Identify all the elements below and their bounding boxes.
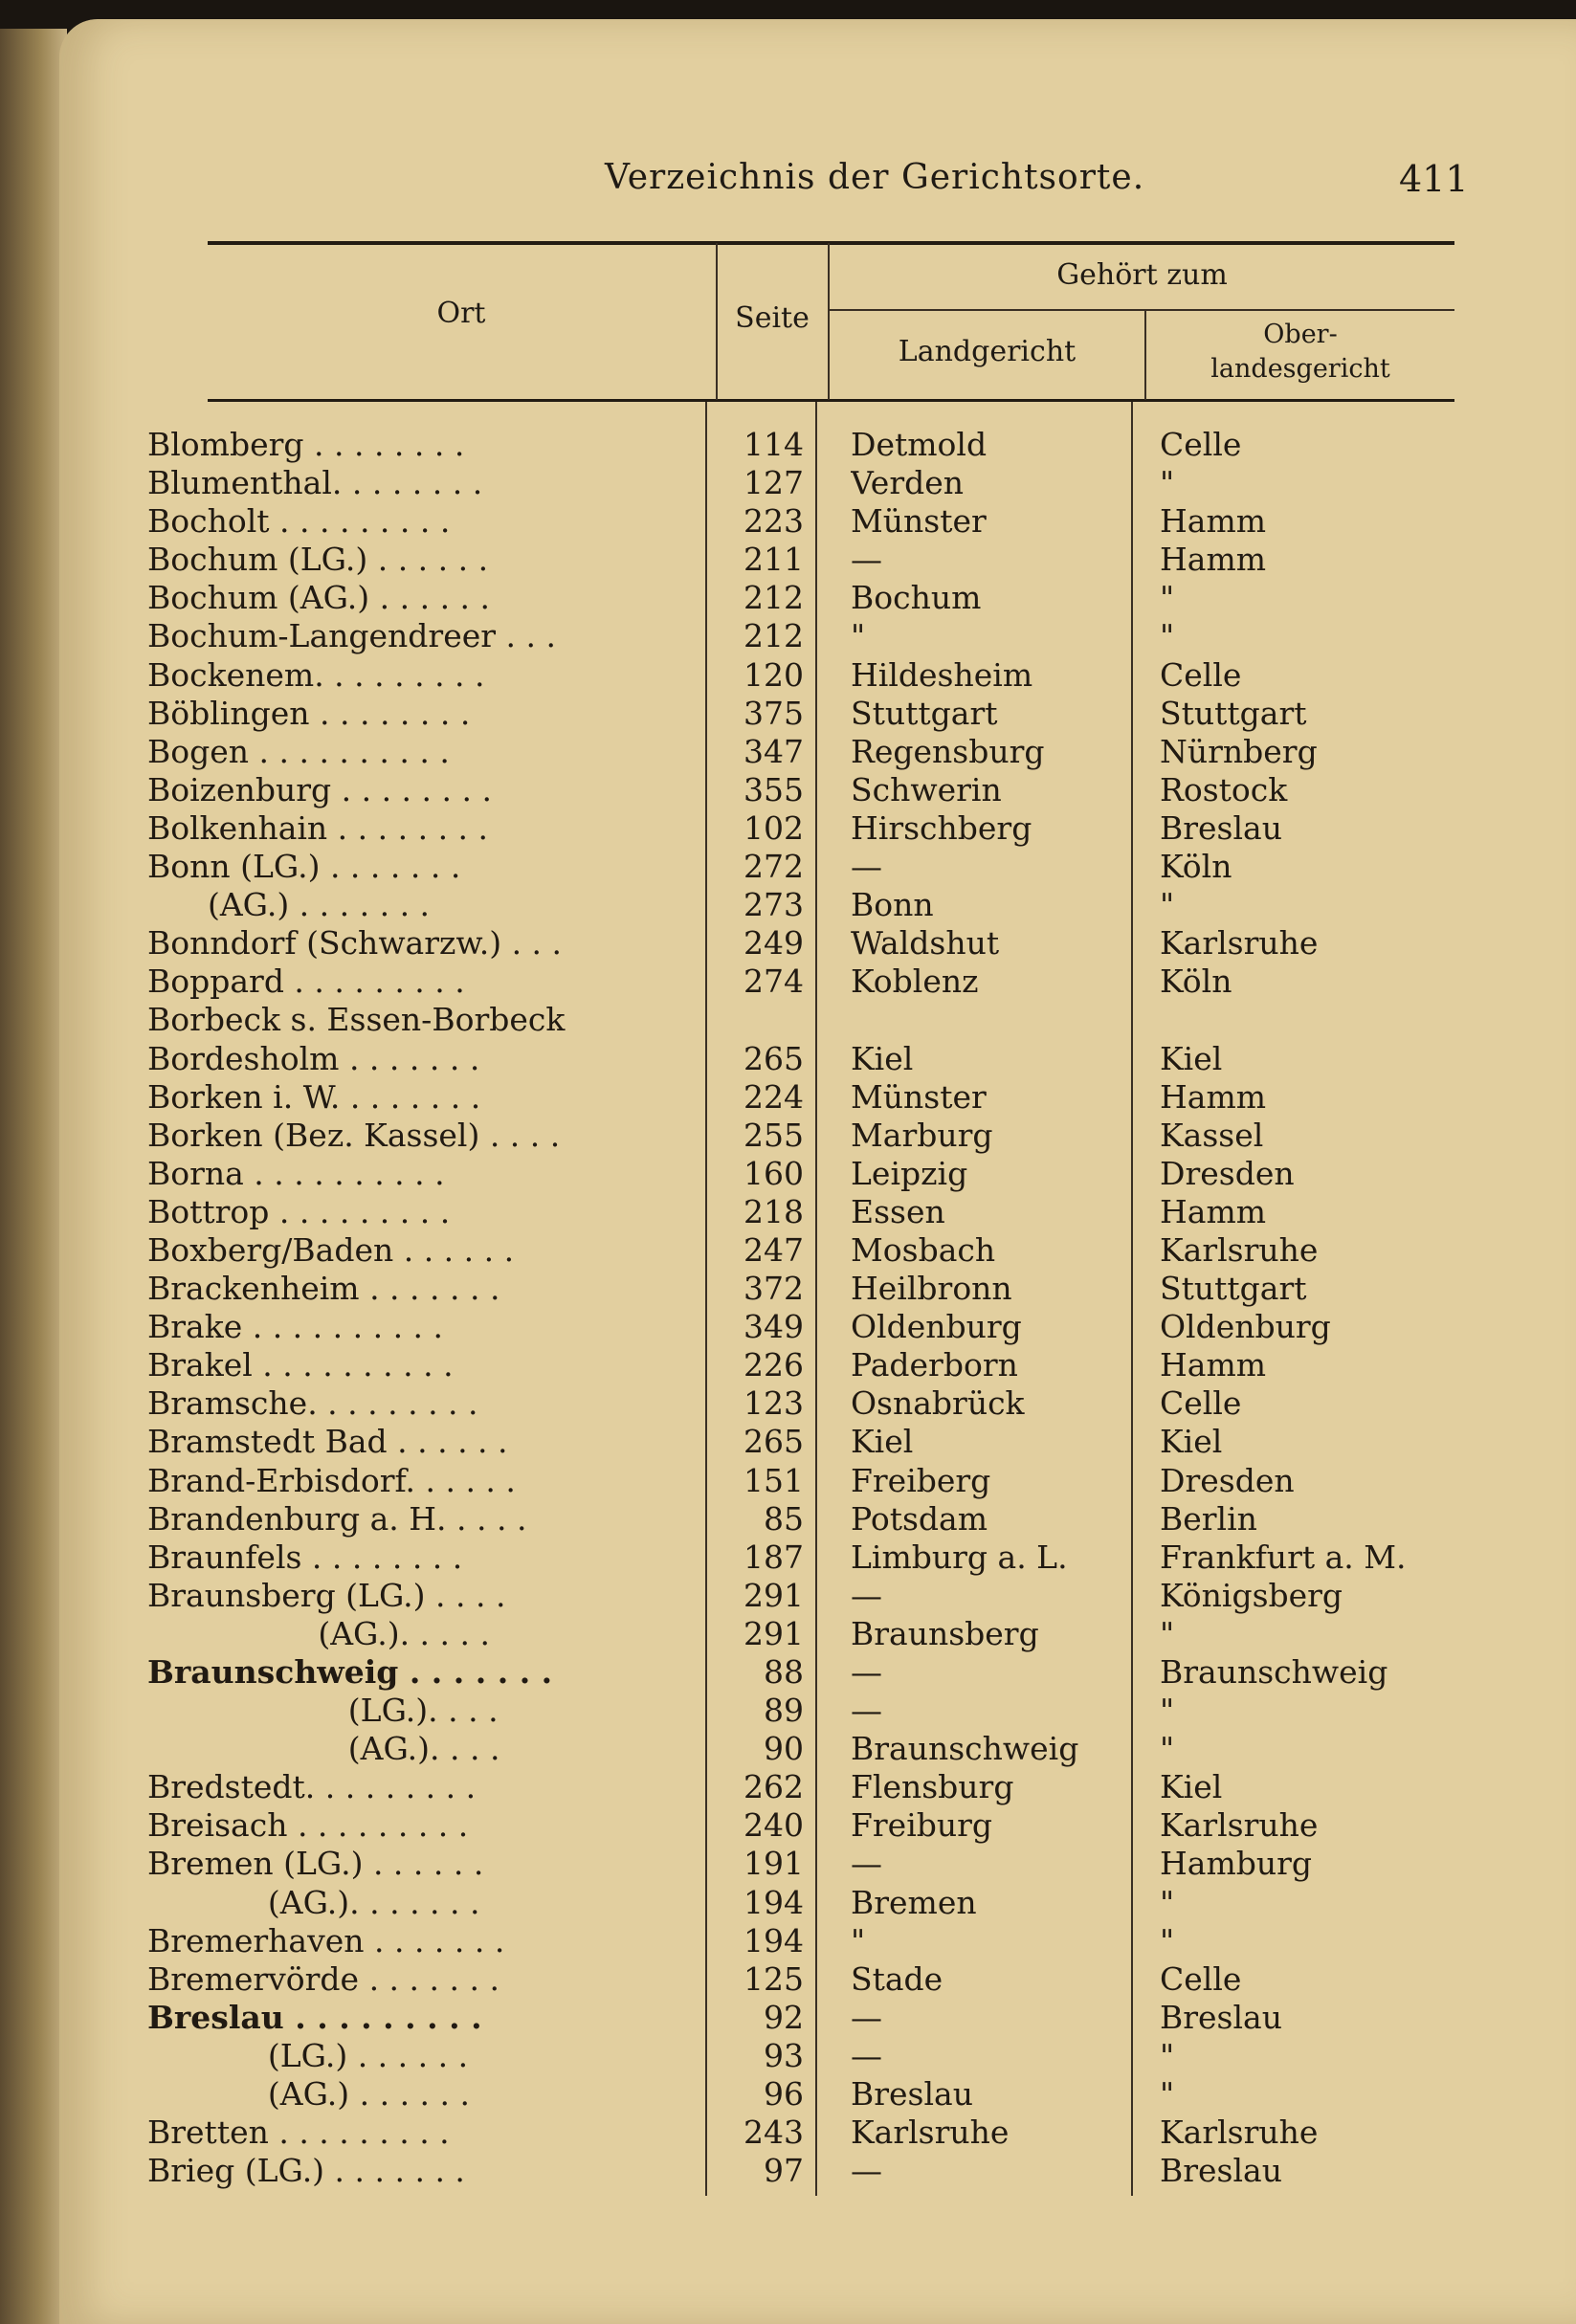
place-name-cell: Borna . . . . . . . . . . [147, 1154, 445, 1192]
page-ref-cell: 218 [744, 1192, 804, 1230]
place-name-cell: Borbeck s. Essen-Borbeck [147, 1001, 566, 1039]
table-row [59, 1270, 1576, 1308]
table-row [59, 1500, 1576, 1538]
landgericht-cell: Schwerin [851, 770, 1002, 808]
place-name-cell: Bramstedt Bad . . . . . . [147, 1423, 508, 1461]
landgericht-cell: Osnabrück [851, 1384, 1025, 1423]
table-row [59, 1308, 1576, 1346]
oberlandesgericht-cell: Kiel [1160, 1423, 1223, 1461]
table-row [59, 733, 1576, 771]
landgericht-cell: Verden [851, 464, 965, 502]
landgericht-cell: Stade [851, 1959, 943, 1998]
oberlandesgericht-cell: Kiel [1160, 1768, 1223, 1806]
place-name-cell: Bramsche. . . . . . . . . [147, 1384, 478, 1423]
landgericht-cell: — [851, 2036, 882, 2074]
place-name-cell: Bolkenhain . . . . . . . . [147, 808, 489, 847]
table-row [59, 1346, 1576, 1384]
place-name-cell: Bonn (LG.) . . . . . . . [147, 848, 461, 886]
place-name-cell: Braunschweig . . . . . . . [147, 1653, 553, 1691]
table-row [59, 1768, 1576, 1806]
oberlandesgericht-cell: " [1160, 1692, 1175, 1730]
table-row [59, 848, 1576, 886]
page-ref-cell: 90 [764, 1730, 804, 1768]
place-name-cell: Brandenburg a. H. . . . . [147, 1499, 527, 1538]
page-ref-cell: 240 [744, 1806, 804, 1845]
landgericht-cell: Koblenz [851, 963, 979, 1001]
page-ref-cell: 191 [744, 1845, 804, 1883]
page-ref-cell: 89 [764, 1692, 804, 1730]
table-row [59, 1155, 1576, 1193]
oberlandesgericht-cell: Celle [1160, 1384, 1242, 1423]
landgericht-cell: Kiel [851, 1423, 914, 1461]
place-name-cell: (AG.). . . . . . . [147, 1883, 480, 1921]
place-name-cell: Bremen (LG.) . . . . . . [147, 1845, 484, 1883]
table-row [59, 1193, 1576, 1231]
place-name-cell: Bretten . . . . . . . . . [147, 2114, 450, 2152]
page-ref-cell: 349 [744, 1308, 804, 1346]
place-name-cell: Brackenheim . . . . . . . [147, 1270, 500, 1308]
table-row [59, 426, 1576, 464]
oberlandesgericht-cell: Rostock [1160, 770, 1288, 808]
landgericht-cell: Heilbronn [851, 1270, 1012, 1308]
page-ref-cell: 92 [764, 1998, 804, 2036]
page-ref-cell: 372 [744, 1270, 804, 1308]
oberlandesgericht-cell: Berlin [1160, 1499, 1257, 1538]
table-row [59, 963, 1576, 1001]
landgericht-cell: Bonn [851, 886, 934, 924]
table-row [59, 924, 1576, 963]
oberlandesgericht-cell: Hamm [1160, 1192, 1267, 1230]
table-row [59, 1999, 1576, 2037]
oberlandesgericht-cell: Frankfurt a. M. [1160, 1538, 1407, 1576]
landgericht-cell: " [851, 617, 866, 655]
landgericht-cell: Freiberg [851, 1461, 991, 1499]
table-row [59, 617, 1576, 655]
place-name-cell: Braunfels . . . . . . . . [147, 1538, 463, 1576]
oberlandesgericht-cell: " [1160, 1921, 1175, 1959]
place-name-cell: (LG.). . . . [147, 1692, 499, 1730]
page-ref-cell: 273 [744, 886, 804, 924]
table-subheader-rule [828, 309, 1454, 311]
landgericht-cell: Waldshut [851, 924, 1000, 963]
page-ref-cell: 226 [744, 1346, 804, 1384]
running-header-title: Verzeichnis der Gerichtsorte. [605, 158, 1145, 197]
landgericht-cell: Oldenburg [851, 1308, 1022, 1346]
landgericht-cell: Freiburg [851, 1806, 993, 1845]
place-name-cell: Bocholt . . . . . . . . . [147, 502, 451, 541]
page-ref-cell: 272 [744, 848, 804, 886]
oberlandesgericht-cell: " [1160, 2036, 1175, 2074]
place-name-cell: (AG.). . . . . [147, 1614, 490, 1652]
table-row [59, 1692, 1576, 1730]
page-ref-cell: 88 [764, 1653, 804, 1691]
page-ref-cell: 194 [744, 1883, 804, 1921]
landgericht-cell: — [851, 1998, 882, 2036]
page-ref-cell: 255 [744, 1116, 804, 1154]
place-name-cell: Bochum (AG.) . . . . . . [147, 579, 491, 617]
table-row [59, 1845, 1576, 1883]
place-name-cell: Boppard . . . . . . . . . [147, 963, 465, 1001]
table-row [59, 1462, 1576, 1500]
landgericht-cell: Münster [851, 1077, 987, 1116]
table-row [59, 1040, 1576, 1078]
landgericht-cell: Stuttgart [851, 694, 998, 732]
oberlandesgericht-cell: Stuttgart [1160, 694, 1307, 732]
page-ref-cell: 375 [744, 694, 804, 732]
place-name-cell: Bremervörde . . . . . . . [147, 1959, 499, 1998]
table-row [59, 1117, 1576, 1155]
place-name-cell: Bonndorf (Schwarzw.) . . . [147, 924, 563, 963]
table-row [59, 1078, 1576, 1117]
place-name-cell: Borken i. W. . . . . . . . [147, 1077, 481, 1116]
place-name-cell: Breslau . . . . . . . . . [147, 1998, 482, 2036]
page-ref-cell: 194 [744, 1921, 804, 1959]
oberlandesgericht-cell: Hamm [1160, 1077, 1267, 1116]
oberlandesgericht-cell: Oldenburg [1160, 1308, 1331, 1346]
oberlandesgericht-cell: Celle [1160, 426, 1242, 463]
table-row [59, 1730, 1576, 1768]
table-row [59, 656, 1576, 695]
oberlandesgericht-cell: Karlsruhe [1160, 1230, 1319, 1269]
table-row [59, 2037, 1576, 2075]
page-ref-cell: 211 [744, 541, 804, 579]
oberlandesgericht-cell: " [1160, 1730, 1175, 1768]
landgericht-cell: — [851, 1653, 882, 1691]
oberlandesgericht-cell: Köln [1160, 963, 1232, 1001]
place-name-cell: Brake . . . . . . . . . . [147, 1308, 444, 1346]
place-name-cell: Blumenthal. . . . . . . . [147, 464, 483, 502]
page-ref-cell: 249 [744, 924, 804, 963]
table-row [59, 1384, 1576, 1423]
page-ref-cell: 265 [744, 1039, 804, 1077]
oberlandesgericht-cell: Breslau [1160, 1998, 1282, 2036]
oberlandesgericht-cell: " [1160, 886, 1175, 924]
column-header-landgericht: Landgericht [898, 335, 1077, 368]
page-ref-cell: 243 [744, 2114, 804, 2152]
page-ref-cell: 247 [744, 1230, 804, 1269]
table-row [59, 464, 1576, 502]
oberlandesgericht-cell: Karlsruhe [1160, 924, 1319, 963]
table-row [59, 2152, 1576, 2190]
place-name-cell: Breisach . . . . . . . . . [147, 1806, 469, 1845]
landgericht-cell: Münster [851, 502, 987, 541]
oberlandesgericht-cell: Nürnberg [1160, 732, 1318, 770]
table-row [59, 1423, 1576, 1461]
table-row [59, 541, 1576, 579]
table-row [59, 1231, 1576, 1270]
place-name-cell: Boxberg/Baden . . . . . . [147, 1230, 515, 1269]
oberlandesgericht-cell: " [1160, 1883, 1175, 1921]
landgericht-cell: — [851, 541, 882, 579]
table-row [59, 771, 1576, 809]
page-ref-cell: 96 [764, 2075, 804, 2114]
oberlandesgericht-cell: Köln [1160, 848, 1232, 886]
place-name-cell: (AG.) . . . . . . [147, 2075, 471, 2114]
oberlandesgericht-cell: Dresden [1160, 1154, 1295, 1192]
landgericht-cell: Kiel [851, 1039, 914, 1077]
oberlandesgericht-cell: Hamm [1160, 1346, 1267, 1384]
page-ref-cell: 93 [764, 2036, 804, 2074]
place-name-cell: Brieg (LG.) . . . . . . . [147, 2152, 465, 2190]
oberlandesgericht-cell: " [1160, 579, 1175, 617]
page-ref-cell: 114 [744, 426, 804, 463]
column-header-gehoert: Gehört zum [1056, 258, 1228, 292]
table-row [59, 2114, 1576, 2152]
oberlandesgericht-cell: Breslau [1160, 808, 1282, 847]
column-header-oberlandesgericht: Ober- landesgericht [1210, 320, 1390, 384]
landgericht-cell: — [851, 1576, 882, 1614]
landgericht-cell: Karlsruhe [851, 2114, 1010, 2152]
landgericht-cell: Detmold [851, 426, 988, 463]
table-row [59, 1577, 1576, 1615]
oberlandesgericht-cell: " [1160, 1614, 1175, 1652]
oberlandesgericht-cell: Celle [1160, 1959, 1242, 1998]
landgericht-cell: Bremen [851, 1883, 977, 1921]
page-ref-cell: 347 [744, 732, 804, 770]
oberlandesgericht-cell: Karlsruhe [1160, 2114, 1319, 2152]
place-name-cell: Bockenem. . . . . . . . . [147, 655, 485, 694]
place-name-cell: Blomberg . . . . . . . . [147, 426, 465, 463]
oberlandesgericht-cell: Kiel [1160, 1039, 1223, 1077]
oberlandesgericht-cell: Hamburg [1160, 1845, 1313, 1883]
page-ref-cell: 187 [744, 1538, 804, 1576]
page-ref-cell: 265 [744, 1423, 804, 1461]
landgericht-cell: Essen [851, 1192, 945, 1230]
place-name-cell: Böblingen . . . . . . . . [147, 694, 471, 732]
landgericht-cell: Braunsberg [851, 1614, 1039, 1652]
landgericht-cell: Hirschberg [851, 808, 1032, 847]
place-name-cell: Boizenburg . . . . . . . . [147, 770, 492, 808]
page-ref-cell: 223 [744, 502, 804, 541]
place-name-cell: Brand-Erbisdorf. . . . . . [147, 1461, 516, 1499]
table-row [59, 1653, 1576, 1692]
table-row [59, 2075, 1576, 2114]
page-ref-cell: 291 [744, 1614, 804, 1652]
page-ref-cell: 123 [744, 1384, 804, 1423]
landgericht-cell: " [851, 1921, 866, 1959]
oberlandesgericht-cell: Kassel [1160, 1116, 1264, 1154]
landgericht-cell: Leipzig [851, 1154, 968, 1192]
page-ref-cell: 212 [744, 617, 804, 655]
table-header-bottom-rule [208, 399, 1454, 402]
landgericht-cell: Limburg a. L. [851, 1538, 1068, 1576]
landgericht-cell: Flensburg [851, 1768, 1014, 1806]
place-name-cell: Braunsberg (LG.) . . . . [147, 1576, 506, 1614]
oberlandesgericht-cell: Stuttgart [1160, 1270, 1307, 1308]
oberlandesgericht-cell: Celle [1160, 655, 1242, 694]
place-name-cell: Bordesholm . . . . . . . [147, 1039, 480, 1077]
landgericht-cell: Potsdam [851, 1499, 988, 1538]
landgericht-cell: — [851, 848, 882, 886]
book-spine-shadow [0, 29, 67, 2324]
oberlandesgericht-cell: Breslau [1160, 2152, 1282, 2190]
place-name-cell: (AG.) . . . . . . . [147, 886, 431, 924]
table-row [59, 579, 1576, 617]
oberlandesgericht-cell: " [1160, 464, 1175, 502]
place-name-cell: (AG.). . . . [147, 1730, 500, 1768]
landgericht-cell: Breslau [851, 2075, 973, 2114]
oberlandesgericht-cell: Karlsruhe [1160, 1806, 1319, 1845]
page-ref-cell: 291 [744, 1576, 804, 1614]
page-ref-cell: 102 [744, 808, 804, 847]
table-row [59, 886, 1576, 924]
oberlandesgericht-cell: Hamm [1160, 502, 1267, 541]
table-row [59, 1922, 1576, 1960]
page-ref-cell: 120 [744, 655, 804, 694]
place-name-cell: Bottrop . . . . . . . . . [147, 1192, 451, 1230]
page-ref-cell: 355 [744, 770, 804, 808]
page-ref-cell: 125 [744, 1959, 804, 1998]
oberlandesgericht-cell: Königsberg [1160, 1576, 1343, 1614]
page-ref-cell: 85 [764, 1499, 804, 1538]
landgericht-cell: Marburg [851, 1116, 993, 1154]
landgericht-cell: Braunschweig [851, 1730, 1079, 1768]
page-ref-cell: 97 [764, 2152, 804, 2190]
landgericht-cell: — [851, 1692, 882, 1730]
page-ref-cell: 160 [744, 1154, 804, 1192]
oberlandesgericht-cell: Braunschweig [1160, 1653, 1388, 1691]
place-name-cell: Bochum (LG.) . . . . . . [147, 541, 489, 579]
table-row [59, 1001, 1576, 1039]
table-row [59, 1538, 1576, 1577]
column-header-ort: Ort [436, 297, 486, 330]
table-row [59, 695, 1576, 733]
page-number: 411 [1399, 158, 1469, 200]
column-header-seite: Seite [735, 301, 810, 335]
place-name-cell: Borken (Bez. Kassel) . . . . [147, 1116, 561, 1154]
landgericht-cell: Paderborn [851, 1346, 1018, 1384]
place-name-cell: Brakel . . . . . . . . . . [147, 1346, 454, 1384]
table-row [59, 809, 1576, 848]
place-name-cell: Bogen . . . . . . . . . . [147, 732, 450, 770]
landgericht-cell: — [851, 1845, 882, 1883]
page-ref-cell: 262 [744, 1768, 804, 1806]
table-row [59, 502, 1576, 541]
table-top-rule [208, 241, 1454, 245]
page-ref-cell: 127 [744, 464, 804, 502]
place-name-cell: (LG.) . . . . . . [147, 2036, 469, 2074]
table-row [59, 1806, 1576, 1845]
place-name-cell: Bredstedt. . . . . . . . . [147, 1768, 477, 1806]
landgericht-cell: Bochum [851, 579, 982, 617]
table-row [59, 1884, 1576, 1922]
landgericht-cell: Hildesheim [851, 655, 1033, 694]
landgericht-cell: — [851, 2152, 882, 2190]
oberlandesgericht-cell: Dresden [1160, 1461, 1295, 1499]
page-ref-cell: 274 [744, 963, 804, 1001]
landgericht-cell: Regensburg [851, 732, 1045, 770]
table-row [59, 1960, 1576, 1999]
oberlandesgericht-cell: " [1160, 2075, 1175, 2114]
page-ref-cell: 224 [744, 1077, 804, 1116]
oberlandesgericht-cell: " [1160, 617, 1175, 655]
place-name-cell: Bremerhaven . . . . . . . [147, 1921, 505, 1959]
table-row [59, 1615, 1576, 1653]
oberlandesgericht-cell: Hamm [1160, 541, 1267, 579]
page-ref-cell: 212 [744, 579, 804, 617]
page-ref-cell: 151 [744, 1461, 804, 1499]
table-body [59, 426, 1576, 2190]
landgericht-cell: Mosbach [851, 1230, 996, 1269]
place-name-cell: Bochum-Langendreer . . . [147, 617, 556, 655]
book-page [59, 19, 1576, 2324]
